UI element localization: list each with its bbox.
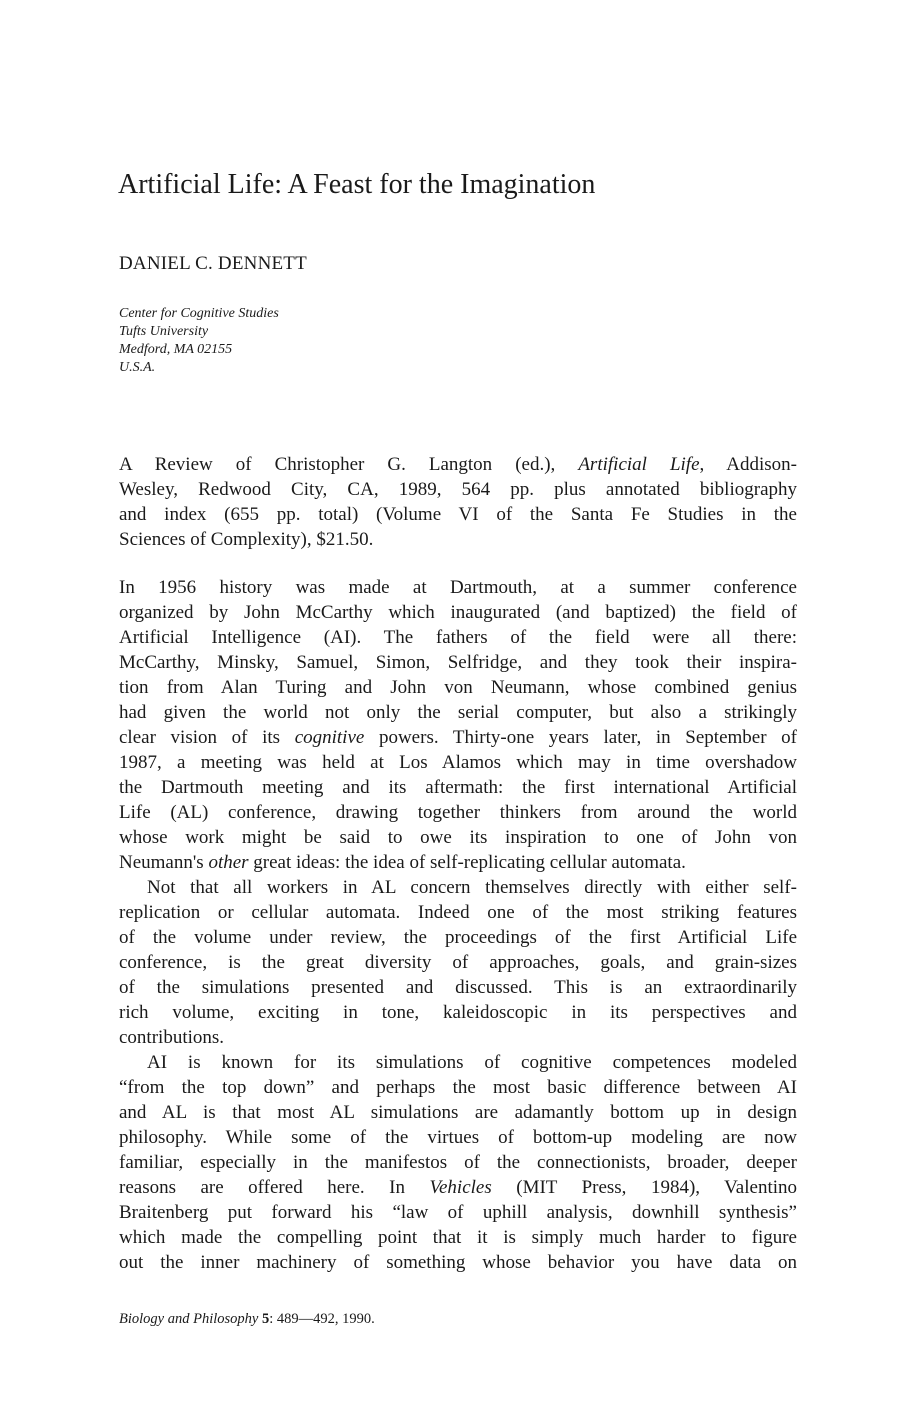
italic-title: cognitive — [294, 727, 365, 748]
text-line: rich volume, exciting in tone, kaleidoscopic in its perspectives and — [119, 1002, 797, 1023]
text-line: contributions. — [119, 1027, 225, 1048]
text-line: 1987, a meeting was held at Los Alamos which may in time overshadow — [119, 752, 797, 773]
affiliation-line: U.S.A. — [119, 360, 156, 375]
text-line: conference, is the great diversity of approaches, goals, and grain-sizes — [119, 952, 797, 973]
text-line: whose work might be said to owe its inspiration to one of John von — [119, 827, 797, 848]
journal-pages-year: : 489—492, 1990. — [269, 1311, 375, 1327]
text-line: Neumann's other great ideas: the idea of self-replicating cellular automata. — [119, 852, 686, 873]
affiliation-line: Tufts University — [119, 324, 209, 339]
journal-name: Biology and Philosophy — [119, 1311, 259, 1327]
text-line: replication or cellular automata. Indeed one of the most striking features — [119, 902, 797, 923]
text-line: Not that all workers in AL concern themselves directly with either self- — [147, 877, 797, 898]
text-line: Sciences of Complexity), $21.50. — [119, 529, 374, 550]
text-line: philosophy. While some of the virtues of bottom-up modeling are now — [119, 1127, 797, 1148]
journal-citation-footer — [119, 1310, 375, 1328]
text-line: Artificial Intelligence (AI). The fathers of the field were all there: — [119, 627, 797, 648]
text-line: In 1956 history was made at Dartmouth, at a summer conference — [119, 577, 797, 598]
text-line: Life (AL) conference, drawing together thinkers from around the world — [119, 802, 797, 823]
author-affiliation — [119, 305, 279, 377]
author-name: DANIEL C. DENNETT — [119, 253, 307, 274]
text-line: A Review of Christopher G. Langton (ed.), Artificial Life, Addison- — [119, 454, 797, 475]
text-line: the Dartmouth meeting and its aftermath: the first international Artificial — [119, 777, 797, 798]
italic-title: Artificial Life — [578, 454, 700, 475]
text-line: and AL is that most AL simulations are adamantly bottom up in design — [119, 1102, 797, 1123]
text-line: clear vision of its cognitive powers. Thirty-one years later, in September of — [119, 727, 797, 748]
article-title: Artificial Life: A Feast for the Imagination — [118, 169, 596, 200]
text-line: Wesley, Redwood City, CA, 1989, 564 pp. plus annotated bibliography — [119, 479, 797, 500]
text-line: and index (655 pp. total) (Volume VI of the Santa Fe Studies in the — [119, 504, 797, 525]
text-line: AI is known for its simulations of cognitive competences modeled — [147, 1052, 797, 1073]
article-body — [119, 575, 797, 1275]
text-line: reasons are offered here. In Vehicles (MIT Press, 1984), Valentino — [119, 1177, 797, 1198]
review-citation — [119, 452, 797, 552]
text-line: which made the compelling point that it is simply much harder to figure — [119, 1227, 797, 1248]
italic-title: Vehicles — [429, 1177, 492, 1198]
text-line: out the inner machinery of something whose behavior you have data on — [119, 1252, 797, 1273]
text-line: had given the world not only the serial computer, but also a strikingly — [119, 702, 797, 723]
affiliation-line: Center for Cognitive Studies — [119, 306, 279, 321]
text-line: Braitenberg put forward his “law of uphill analysis, downhill synthesis” — [119, 1202, 797, 1223]
text-line: tion from Alan Turing and John von Neumann, whose combined genius — [119, 677, 797, 698]
journal-volume: 5 — [261, 1311, 270, 1327]
text-line: familiar, especially in the manifestos of the connectionists, broader, deeper — [119, 1152, 797, 1173]
text-line: of the simulations presented and discussed. This is an extraordinarily — [119, 977, 797, 998]
italic-title: other — [208, 852, 249, 873]
text-line: organized by John McCarthy which inaugurated (and baptized) the field of — [119, 602, 797, 623]
text-line: of the volume under review, the proceedings of the first Artificial Life — [119, 927, 797, 948]
affiliation-line: Medford, MA 02155 — [119, 342, 233, 357]
text-line: McCarthy, Minsky, Samuel, Simon, Selfridge, and they took their inspira- — [119, 652, 797, 673]
text-line: “from the top down” and perhaps the most basic difference between AI — [119, 1077, 797, 1098]
